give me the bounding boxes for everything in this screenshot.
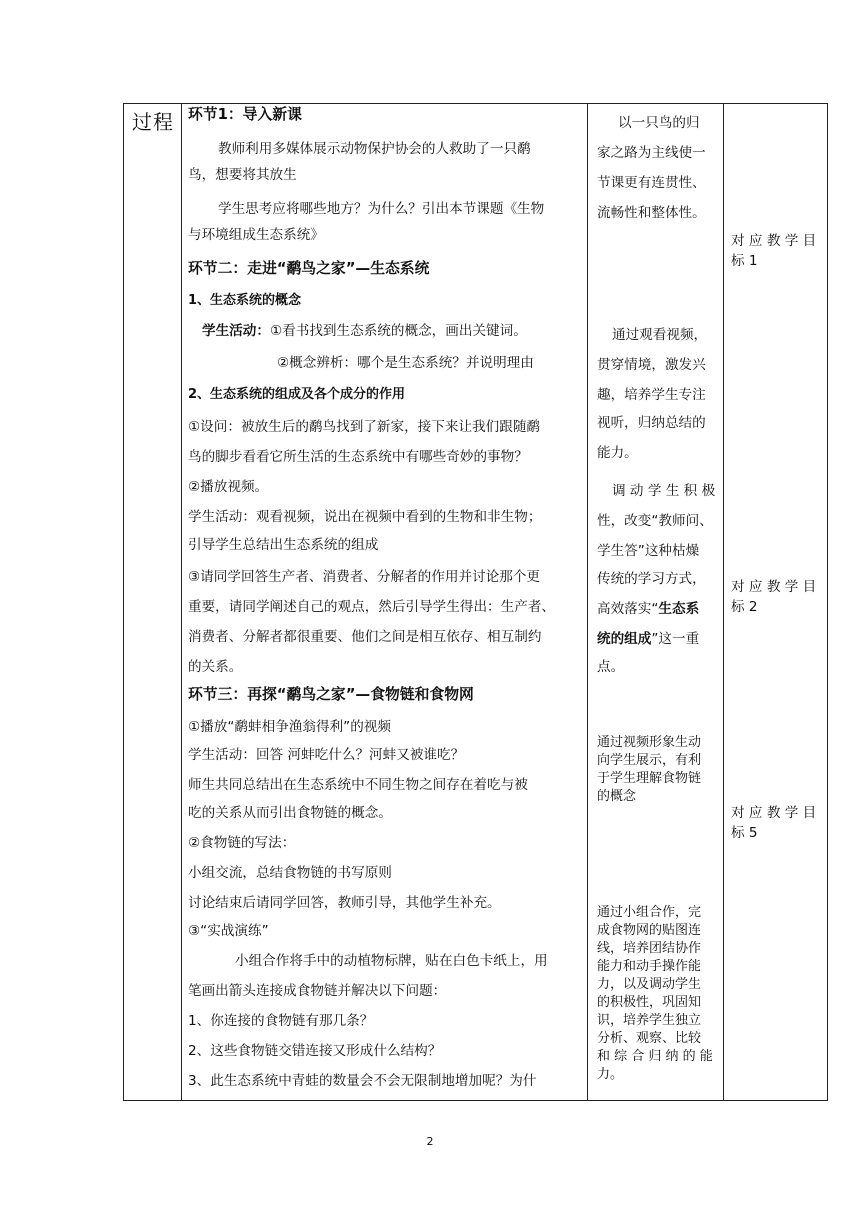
intent-line: 节课更有连贯性、 bbox=[597, 175, 706, 191]
paragraph-line: ②播放视频。 bbox=[188, 479, 269, 495]
paragraph-line: ③“实战演练” bbox=[188, 923, 269, 939]
paragraph-line: 3、此生态系统中青蛙的数量会不会无限制地增加呢？为什 bbox=[188, 1073, 537, 1089]
intent-line: 统的组成”这一重 bbox=[597, 631, 700, 647]
intent-line: 分析、观察、比较 bbox=[597, 1031, 702, 1046]
page-number: 2 bbox=[426, 1135, 434, 1148]
goal-line: 标 1 bbox=[731, 253, 758, 269]
intent-line: 性，改变“教师问、 bbox=[597, 513, 713, 529]
intent-line: 和 综 合 归 纳 的 能 bbox=[597, 1049, 713, 1064]
subheading: 2、生态系统的组成及各个成分的作用 bbox=[188, 387, 406, 402]
intent-line: 高效落实“生态系 bbox=[597, 601, 700, 617]
intent-line: 趣，培养学生专注 bbox=[597, 387, 706, 403]
intent-line: 线，培养团结协作 bbox=[597, 941, 702, 956]
activity-text: ①看书找到生态系统的概念，画出关键词。 bbox=[269, 323, 527, 339]
design-intent-cell bbox=[588, 104, 724, 1101]
intent-line: 点。 bbox=[597, 659, 625, 675]
intent-line: 通过小组合作，完 bbox=[597, 905, 702, 920]
paragraph-line: ②食物链的写法： bbox=[188, 835, 296, 851]
goal-line: 标 2 bbox=[731, 599, 758, 615]
intent-line: 视听，归纳总结的 bbox=[597, 415, 706, 431]
paragraph-line: 讨论结束后请同学回答，教师引导，其他学生补充。 bbox=[188, 895, 501, 911]
intent-line: 贯穿情境，激发兴 bbox=[597, 357, 706, 373]
paragraph-line: 消费者、分解者都很重要、他们之间是相互依存、相互制约 bbox=[188, 629, 542, 645]
intent-line: 于学生理解食物链 bbox=[597, 771, 702, 786]
stage-3-title: 环节三：再探“鹬鸟之家”—食物链和食物网 bbox=[188, 686, 474, 703]
paragraph-line: 小组合作将手中的动植物标牌，贴在白色卡纸上，用 bbox=[235, 953, 548, 969]
intent-line: 识，培养学生独立 bbox=[597, 1013, 702, 1028]
intent-line: 以一只鸟的归 bbox=[618, 115, 700, 131]
paragraph-line: 鸟，想要将其放生 bbox=[188, 167, 297, 183]
paragraph-line: 引导学生总结出生态系统的组成 bbox=[188, 537, 379, 553]
paragraph-line: 重要，请同学阐述自己的观点，然后引导学生得出：生产者、 bbox=[188, 599, 556, 615]
paragraph-line: ③请同学回答生产者、消费者、分解者的作用并讨论那个更 bbox=[188, 569, 541, 585]
intent-line: 力。 bbox=[597, 1067, 624, 1082]
goal-line: 对 应 教 学 目 bbox=[731, 233, 817, 249]
intent-line: 能力。 bbox=[597, 445, 638, 461]
intent-line: 成食物网的贴图连 bbox=[597, 923, 702, 938]
table-row bbox=[124, 104, 828, 1101]
intent-line: 能力和动手操作能 bbox=[597, 959, 702, 974]
paragraph-line: 学生活动：观看视频，说出在视频中看到的生物和非生物； bbox=[188, 509, 542, 525]
paragraph-line: ①设问：被放生后的鹬鸟找到了新家，接下来让我们跟随鹬 bbox=[188, 419, 541, 435]
intent-line: 力，以及调动学生 bbox=[597, 977, 702, 992]
teaching-goal-cell bbox=[724, 104, 828, 1101]
goal-line: 对 应 教 学 目 bbox=[731, 579, 817, 595]
subheading: 1、生态系统的概念 bbox=[188, 293, 302, 308]
intent-line: 流畅性和整体性。 bbox=[597, 205, 706, 221]
paragraph-line: 1、你连接的食物链有那几条？ bbox=[188, 1013, 374, 1029]
lesson-plan-table bbox=[123, 103, 828, 1101]
intent-line: 学生答”这种枯燥 bbox=[597, 543, 700, 559]
goal-line: 标 5 bbox=[731, 825, 758, 841]
paragraph-line: 学生思考应将哪些地方？为什么？引出本节课题《生物 bbox=[218, 201, 545, 217]
intent-line: 通过视频形象生动 bbox=[597, 735, 702, 750]
paragraph-line: 与环境组成生态系统》 bbox=[188, 227, 324, 243]
intent-line: 传统的学习方式， bbox=[597, 571, 706, 587]
intent-line: 通过观看视频， bbox=[612, 327, 708, 343]
goal-line: 对 应 教 学 目 bbox=[731, 805, 817, 821]
intent-line: 家之路为主线使一 bbox=[597, 145, 706, 161]
paragraph-line: 师生共同总结出在生态系统中不同生物之间存在着吃与被 bbox=[188, 777, 528, 793]
intent-line: 调 动 学 生 积 极 bbox=[612, 483, 716, 499]
intent-line: 的积极性，巩固知 bbox=[597, 995, 702, 1010]
teaching-process-cell bbox=[182, 104, 588, 1101]
paragraph-line: 的关系。 bbox=[188, 659, 243, 675]
stage-1-title: 环节1：导入新课 bbox=[188, 106, 302, 123]
intent-line: 的概念 bbox=[597, 789, 637, 804]
section-label-cell bbox=[124, 104, 182, 1101]
paragraph-line: 教师利用多媒体展示动物保护协会的人救助了一只鹬 bbox=[218, 141, 531, 157]
section-label: 过程 bbox=[132, 110, 174, 134]
paragraph-line: 笔画出箭头连接成食物链并解决以下问题： bbox=[188, 983, 447, 999]
paragraph-line bbox=[202, 322, 527, 340]
paragraph-line: 小组交流，总结食物链的书写原则 bbox=[188, 865, 392, 881]
paragraph-line: ②概念辨析：哪个是生态系统？并说明理由 bbox=[277, 355, 534, 371]
intent-line: 向学生展示，有利 bbox=[597, 753, 702, 768]
stage-2-title: 环节二：走进“鹬鸟之家”—生态系统 bbox=[188, 260, 430, 277]
paragraph-line: 学生活动：回答 河蚌吃什么？河蚌又被谁吃？ bbox=[188, 747, 465, 763]
activity-label: 学生活动： bbox=[202, 323, 270, 339]
paragraph-line: 2、这些食物链交错连接又形成什么结构？ bbox=[188, 1043, 442, 1059]
paragraph-line: ①播放“鹬蚌相争渔翁得利”的视频 bbox=[188, 719, 391, 735]
paragraph-line: 吃的关系从而引出食物链的概念。 bbox=[188, 805, 392, 821]
paragraph-line: 鸟的脚步看看它所生活的生态系统中有哪些奇妙的事物？ bbox=[188, 449, 528, 465]
